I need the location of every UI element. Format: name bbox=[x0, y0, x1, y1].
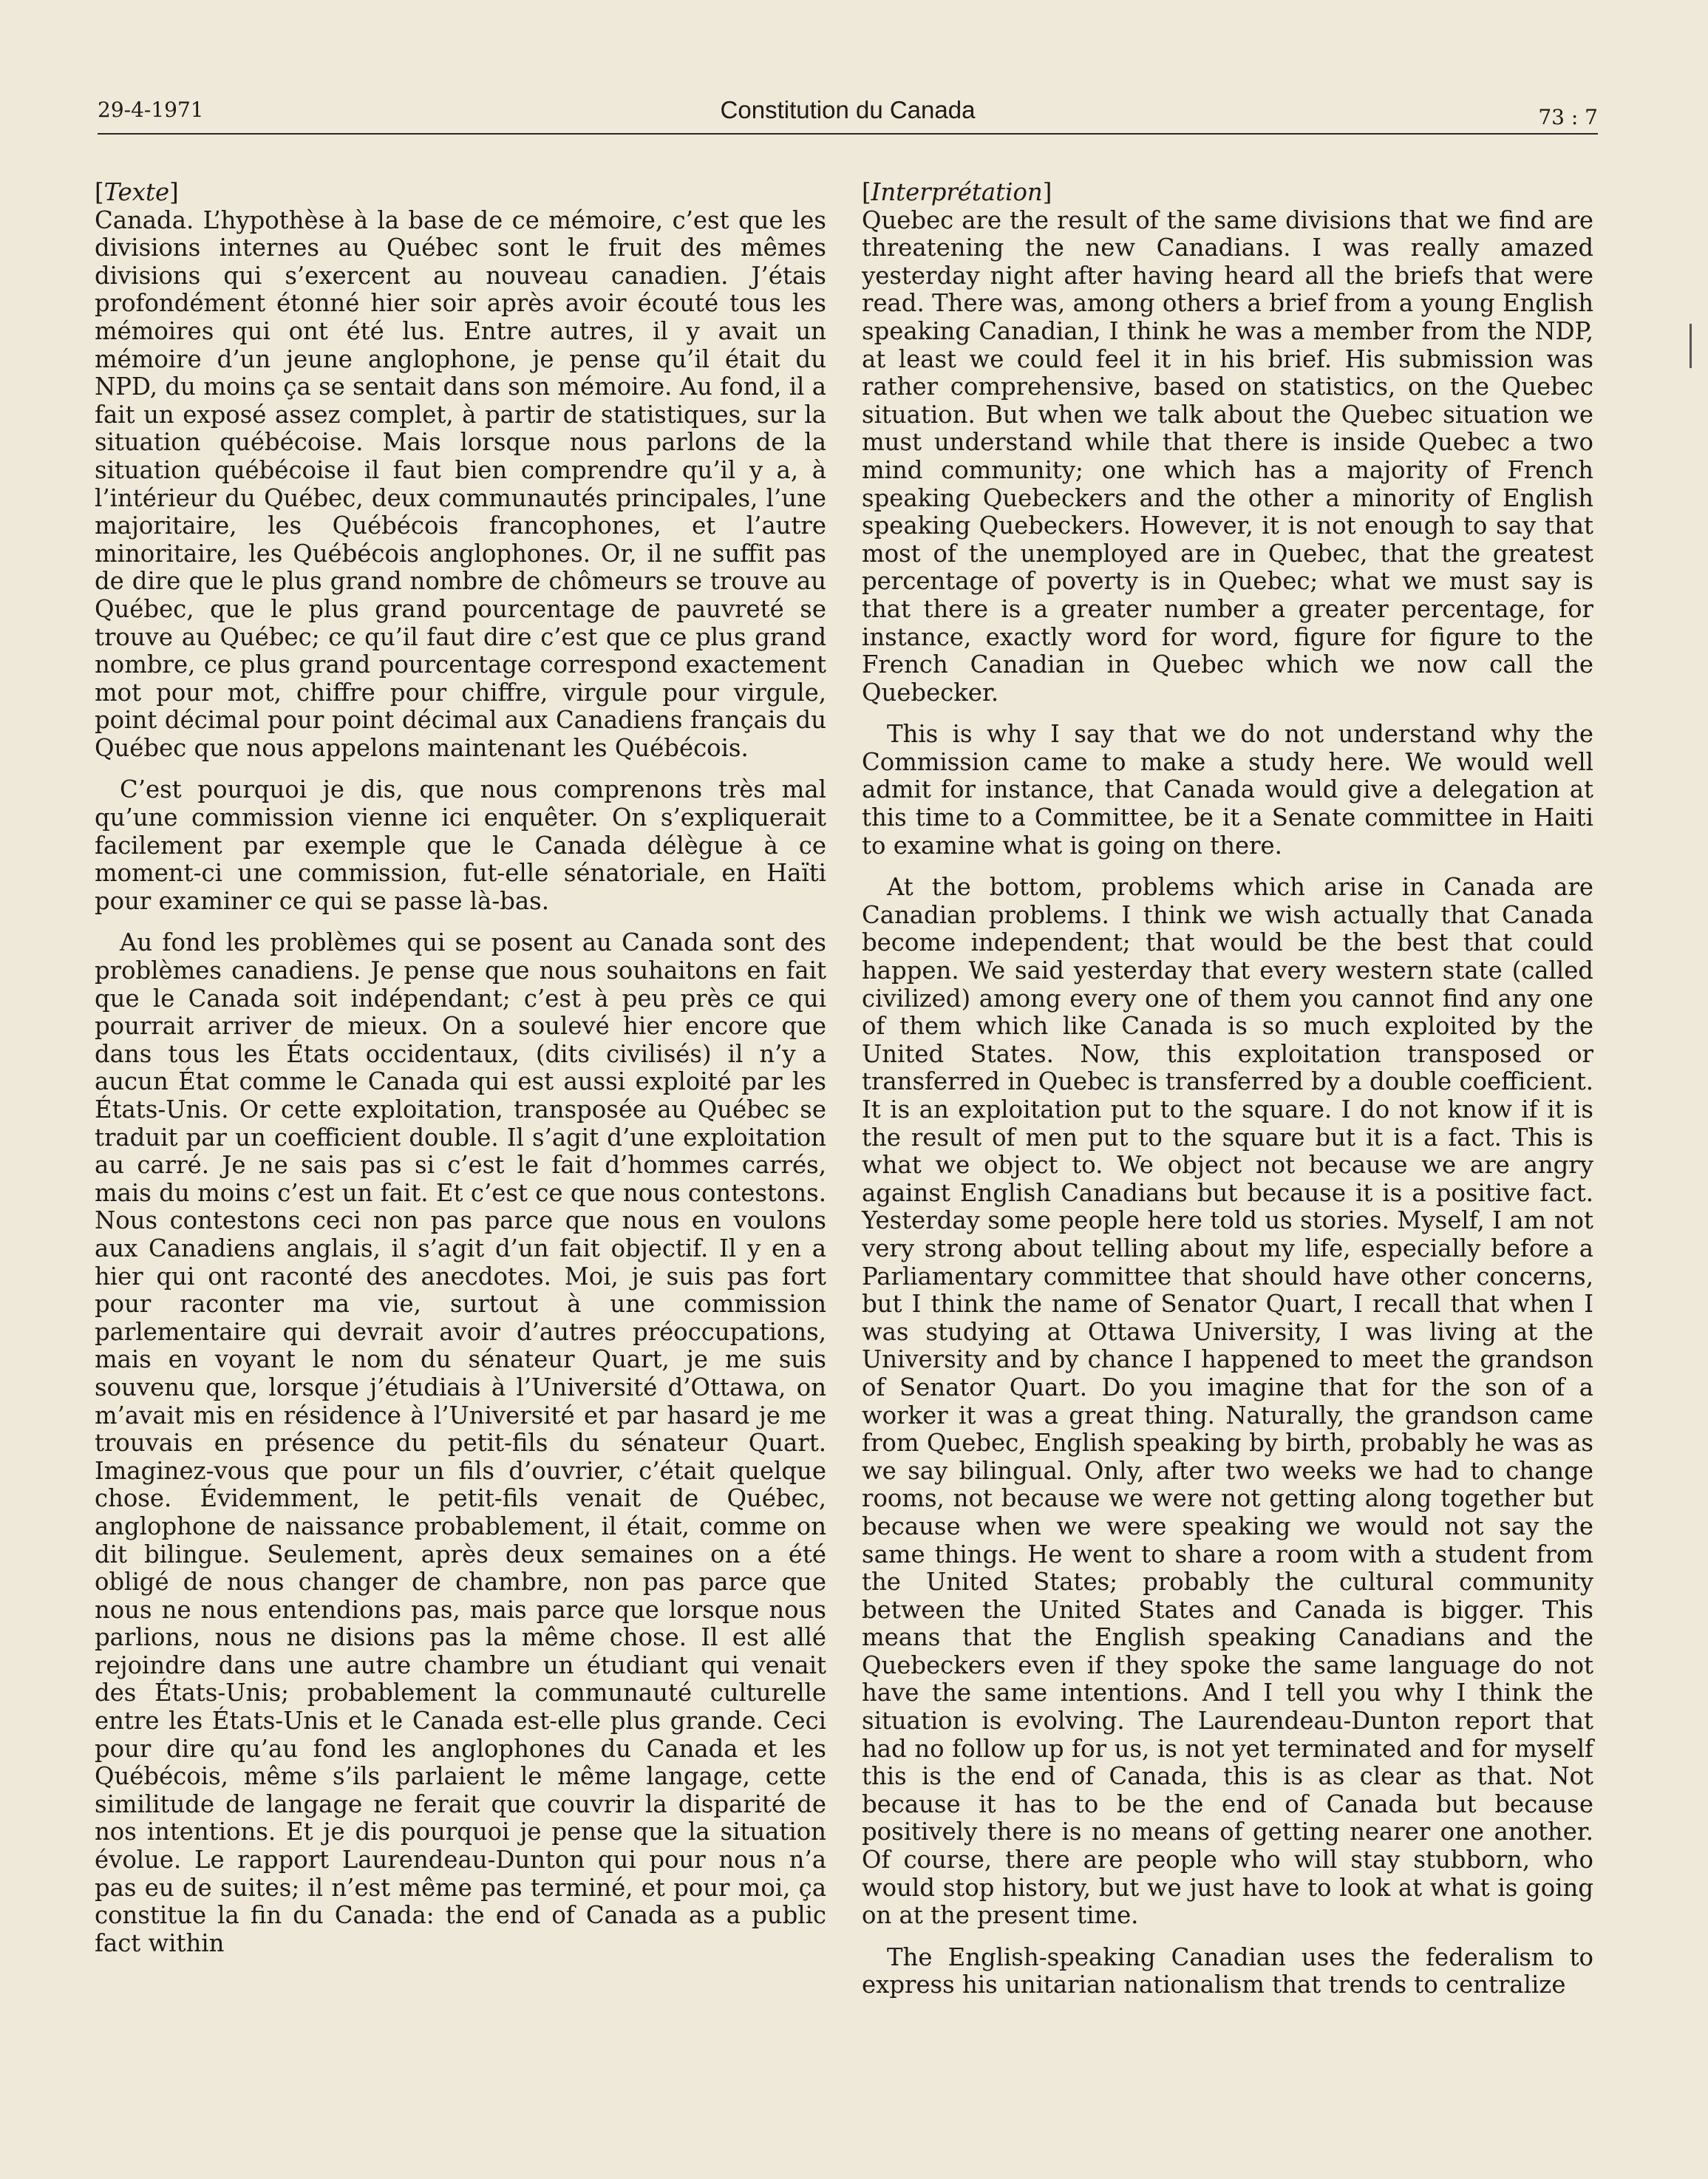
right-paragraph-4: The English-speaking Canadian uses the federalism to express his unitarian nationalism that trends to centralize bbox=[862, 1942, 1593, 1999]
header-title: Constitution du Canada bbox=[720, 96, 976, 123]
right-paragraph-2: This is why I say that we do not understand why the Commission came to make a study here. We would well admit for instance, that Canada would give a delegation at this time to a Committee, be it a Senate committee in Haiti to examine what is going on there. bbox=[862, 720, 1593, 860]
left-column-french bbox=[95, 179, 826, 1957]
left-paragraph-3: Au fond les problèmes qui se posent au Canada sont des problèmes canadiens. Je pense que nous souhaitons en fait que le Canada soit indépendant; c’est à peu près ce qui pourrait arriver de mieux. On a soulevé hier encore que dans tous les États occidentaux, (dits civilisés) il n’y a aucun État comme le Canada qui est aussi exploité par les États-Unis. Or cette exploitation, transposée au Québec se traduit par un coefficient double. Il s’agit d’une exploitation au carré. Je ne sais pas si c’est le fait d’hommes carrés, mais du moins c’est un fait. Et c’est ce que nous contestons. Nous contestons ceci non pas parce que nous en voulons aux Canadiens anglais, il s’agit d’un fait objectif. Il y en a hier qui ont raconté des anecdotes. Moi, je suis pas fort pour raconter ma vie, surtout à une commission parlementaire qui devrait avoir d’autres préoccupations, mais en voyant le nom du sénateur Quart, je me suis souvenu que, lorsque j’étudiais à l’Université d’Ottawa, on m’avait mis en résidence à l’Université et par hasard je me trouvais en présence du petit-fils du sénateur Quart. Imaginez-vous que pour un fils d’ouvrier, c’était quelque chose. Évidemment, le petit-fils venait de Québec, anglophone de naissance probablement, il était, comme on dit bilingue. Seulement, après deux semaines on a été obligé de nous changer de chambre, non pas parce que nous ne nous entendions pas, mais parce que lorsque nous parlions, nous ne disions pas la même chose. Il est allé rejoindre dans une autre chambre un étudiant qui venait des États-Unis; probablement la communauté culturelle entre les États-Unis et le Canada est-elle plus grande. Ceci pour dire qu’au fond les anglophones du Canada et les Québécois, même s’ils parlaient le même langage, cette similitude de langage ne ferait que couvrir la disparité de nos intentions. Et je dis pourquoi je pense que la situation évolue. Le rapport Laurendeau-Dunton qui pour nous n’a pas eu de suites; il n’est même pas terminé, et pour moi, ça constitue la fin du Canada: the end of Canada as a public fact within bbox=[95, 928, 826, 1957]
right-paragraph-3: At the bottom, problems which arise in Canada are Canadian problems. I think we wish actually that Canada become independent; that would be the best that could happen. We said yesterday that every western state (called civilized) among every one of them you cannot find any one of them which like Canada is so much exploited by the United States. Now, this exploitation transposed or transferred in Quebec is transferred by a double coefficient. It is an exploitation put to the square. I do not know if it is the result of men put to the square but it is a fact. This is what we object to. We object not because we are angry against English Canadians but because it is a positive fact. Yesterday some people here told us stories. Myself, I am not very strong about telling about my life, especially before a Parliamentary committee that should have other concerns, but I think the name of Senator Quart, I recall that when I was studying at Ottawa University, I was living at the University and by chance I happened to meet the grandson of Senator Quart. Do you imagine that for the son of a worker it was a great thing. Naturally, the grandson came from Quebec, English speaking by birth, probably he was as we say bilingual. Only, after two weeks we had to change rooms, not because we were not getting along together but because when we were speaking we would not say the same things. He went to share a room with a student from the United States; probably the cultural community between the United States and Canada is bigger. This means that the English speaking Canadians and the Quebeckers even if they spoke the same language do not have the same intentions. And I tell you why I think the situation is evolving. The Laurendeau-Dunton report that had no follow up for us, is not yet terminated and for myself this is the end of Canada, this is as clear as that. Not because it has to be the end of Canada but because positively there is no means of getting nearer one another. Of course, there are people who will stay stubborn, who would stop history, but we just have to look at what is going on at the present time. bbox=[862, 873, 1593, 1930]
right-column-label: [ Interprétation ] bbox=[862, 179, 1593, 207]
left-paragraph-1: Canada. L’hypothèse à la base de ce mémoire, c’est que les divisions internes au Québec sont le fruit des mêmes divisions qui s’exercent au nouveau canadien. J’étais profondément étonné hier soir après avoir écouté tous les mémoires qui ont été lus. Entre autres, il y avait un mémoire d’un jeune anglophone, je pense qu’il était du NPD, du moins ça se sentait dans son mémoire. Au fond, il a fait un exposé assez complet, à partir de statistiques, sur la situation québécoise. Mais lorsque nous parlons de la situation québécoise il faut bien comprendre qu’il y a, à l’intérieur du Québec, deux communautés principales, l’une majoritaire, les Québécois francophones, et l’autre minoritaire, les Québécois anglophones. Or, il ne suffit pas de dire que le plus grand nombre de chômeurs se trouve au Québec, que le plus grand pourcentage de pauvreté se trouve au Québec; ce qu’il faut dire c’est que ce plus grand nombre, ce plus grand pourcentage correspond exactement mot pour mot, chiffre pour chiffre, virgule pour virgule, point décimal pour point décimal aux Canadiens français du Québec que nous appelons maintenant les Québécois. bbox=[95, 205, 826, 762]
left-column-label: [ Texte ] bbox=[95, 179, 826, 207]
right-paragraph-1: Quebec are the result of the same divisions that we find are threatening the new Canadians. I was really amazed yesterday night after having heard all the briefs that were read. There was, among others a brief from a young English speaking Canadian, I think he was a member from the NDP, at least we could feel it in his brief. His submission was rather comprehensive, based on statistics, on the Quebec situation. But when we talk about the Quebec situation we must understand while that there is inside Quebec a two mind community; one which has a majority of French speaking Quebeckers and the other a minority of English speaking Quebeckers. However, it is not enough to say that most of the unemployed are in Quebec, that the greatest percentage of poverty is in Quebec; what we must say is that there is a greater number a greater percentage, for instance, exactly word for word, figure for figure to the French Canadian in Quebec which we now call the Quebecker. bbox=[862, 205, 1593, 707]
right-column-english bbox=[862, 179, 1593, 1999]
page-header bbox=[98, 95, 1598, 135]
margin-mark bbox=[1690, 324, 1692, 368]
left-paragraph-2: C’est pourquoi je dis, que nous comprenons très mal qu’une commission vienne ici enquêter. On s’expliquerait facilement par exemple que le Canada délègue à ce moment-ci une commission, fut-elle sénatoriale, en Haïti pour examiner ce qui se passe là-bas. bbox=[95, 775, 826, 915]
header-page-number: 73 : 7 bbox=[1538, 105, 1598, 129]
header-date: 29-4-1971 bbox=[98, 98, 204, 122]
